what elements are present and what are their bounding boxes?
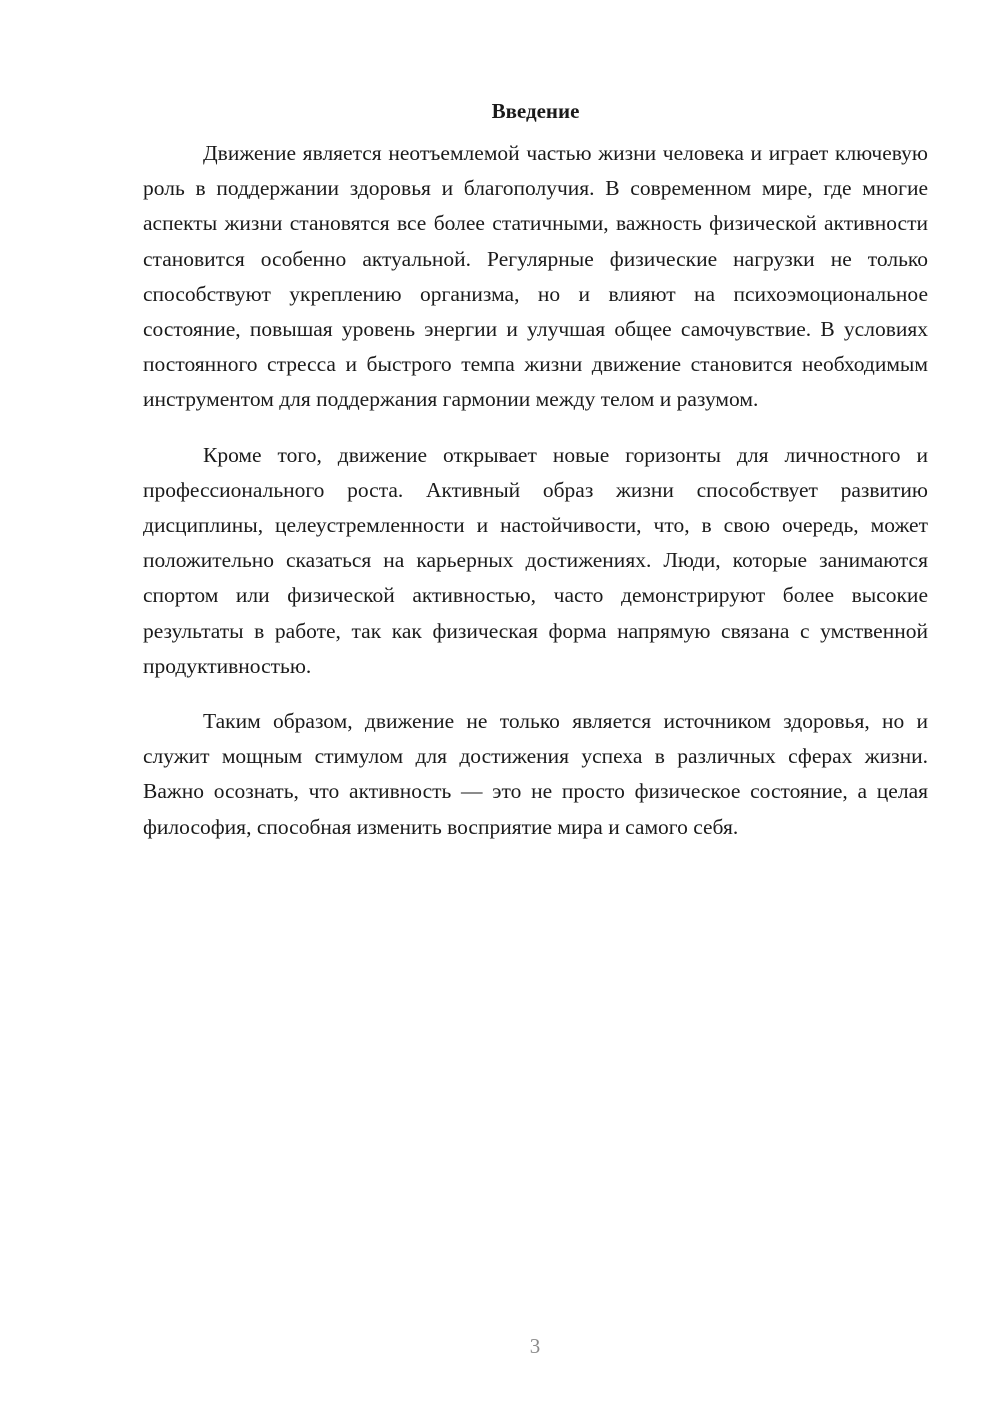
paragraph-1: Движение является неотъемлемой частью жизни человека и играет ключевую роль в поддержании здоровья и благополучия. В современном мире, где многие аспекты жизни становятся все более статичными, важность физической активности становится особенно актуальной. Регулярные физические нагрузки не только способствуют укреплению организма, но и влияют на психоэмоциональное состояние, повышая уровень энергии и улучшая общее самочувствие. В условиях постоянного стресса и быстрого темпа жизни движение становится необходимым инструментом для поддержания гармонии между телом и разумом. [143, 141, 928, 412]
page-number: 3 [529, 1334, 541, 1358]
paragraph-2: Кроме того, движение открывает новые горизонты для личностного и профессионального роста. Активный образ жизни способствует развитию дисциплины, целеустремленности и настойчивости, что, в свою очередь, может положительно сказаться на карьерных достижениях. Люди, которые занимаются спортом или физической активностью, часто демонстрируют более высокие результаты в работе, так как физическая форма напрямую связана с умственной продуктивностью. [143, 442, 928, 678]
page-content [143, 96, 928, 865]
section-title: Введение [491, 99, 580, 123]
paragraph-3: Таким образом, движение не только является источником здоровья, но и служит мощным стимулом для достижения успеха в различных сферах жизни. Важно осознать, что активность — это не просто физическое состояние, а целая философия, способная изменить восприятие мира и самого себя. [143, 709, 928, 839]
